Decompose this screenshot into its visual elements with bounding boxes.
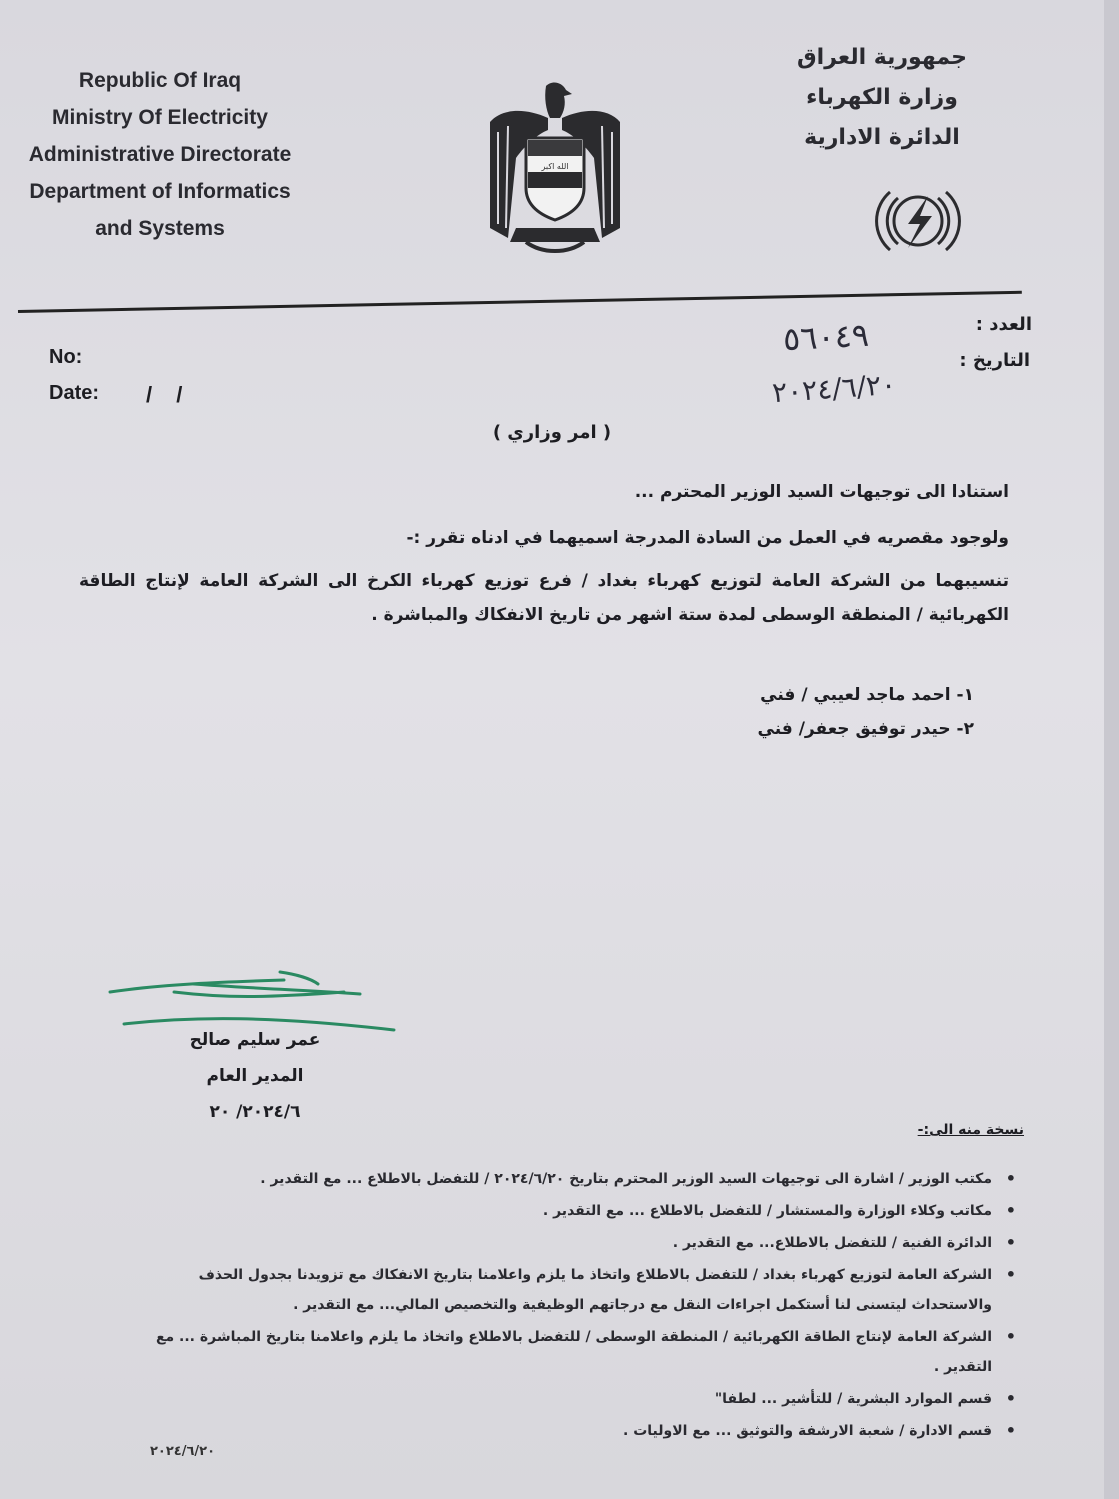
copy-recipient: • مكتب الوزير / اشارة الى توجيهات السيد الوزير المحترم بتاريخ ٢٠٢٤/٦/٢٠ / للتفضل بالاطلاع ... مع التقدير . (136, 1164, 1016, 1194)
signatory-title: المدير العام (206, 1066, 304, 1086)
letterhead-line: Administrative Directorate (28, 143, 292, 166)
copy-recipient: • قسم الادارة / شعبة الارشفة والتوثيق ... مع الاوليات . (136, 1416, 1016, 1446)
body-paragraph: ولوجود مقصريه في العمل من السادة المدرجة اسميهما في ادناه تقرر :- (406, 528, 1009, 548)
handwritten-reference-number: ٥٦٠٤٩ (782, 315, 870, 359)
letterhead-line-ar: جمهورية العراق (797, 45, 967, 70)
copy-recipient: • قسم الموارد البشرية / للتأشير ... لطفا" (136, 1384, 1016, 1414)
date-blank: / / (146, 382, 183, 407)
english-letterhead (0, 62, 320, 247)
page-edge (1104, 0, 1119, 1499)
copy-recipient: • مكاتب وكلاء الوزارة والمستشار / للتفضل بالاطلاع ... مع التقدير . (136, 1196, 1016, 1226)
copies-list (136, 1164, 1016, 1448)
arabic-date-label: التاريخ : (959, 350, 1030, 371)
arabic-letterhead (772, 38, 992, 158)
body-paragraph: تنسيبهما من الشركة العامة لتوزيع كهرباء بغداد / فرع توزيع كهرباء الكرخ الى الشركة العامة لإنتاج الطاقة الكهربائية / المنطقة الوسطى لمدة ستة اشهر من تاريخ الانفكاك والمباشرة . (79, 571, 1009, 625)
letterhead-line: Republic Of Iraq (78, 69, 242, 92)
signatory-date: ٢٠٢٤/٦/ ٢٠ (209, 1102, 301, 1122)
letterhead-line-ar: وزارة الكهرباء (806, 85, 958, 110)
copy-recipient: • الشركة العامة لإنتاج الطاقة الكهربائية / المنطقة الوسطى / للتفضل بالاطلاع واتخاذ ما يلزم واعلامنا بتاريخ المباشرة ... مع التقدير . (136, 1322, 1016, 1382)
copy-recipient: • الشركة العامة لتوزيع كهرباء بغداد / للتفضل بالاطلاع واتخاذ ما يلزم واعلامنا بتاريخ الانفكاك مع تزويدنا بجدول الحذف والاستحداث ليتسنى لنا أستكمل اجراءات النقل مع درجاتهم الوظيفية والتخصيص المالي... مع التقدير . (136, 1260, 1016, 1320)
number-label: No: (49, 346, 83, 368)
signatory-name: عمر سليم صالح (189, 1030, 321, 1050)
name-item: ٢- حيدر توفيق جعفر/ فني (757, 719, 974, 739)
copy-recipient: • الدائرة الفنية / للتفضل بالاطلاع... مع التقدير . (136, 1228, 1016, 1258)
emblem-text: الله اكبر (541, 162, 569, 171)
body-paragraph: استنادا الى توجيهات السيد الوزير المحترم ... (634, 482, 1009, 502)
footer-date: ٢٠٢٤/٦/٢٠ (150, 1444, 216, 1459)
names-list (758, 678, 975, 746)
copies-title: نسخة منه الى:- (917, 1122, 1024, 1138)
date-label: Date: (49, 382, 100, 404)
handwritten-reference-date: ٢٠٢٤/٦/٢٠ (771, 367, 898, 410)
ministry-lightning-logo-icon (868, 178, 968, 264)
order-title: ( امر وزاري ) (492, 422, 612, 443)
letterhead-line-ar: الدائرة الادارية (804, 125, 960, 150)
letterhead-line: Department of Informatics (29, 180, 291, 203)
letterhead-line: and Systems (95, 217, 225, 240)
letterhead-line: Ministry Of Electricity (52, 106, 268, 129)
name-item: ١- احمد ماجد لعيبي / فني (760, 685, 974, 705)
letter-body (79, 476, 1009, 632)
iraq-eagle-emblem-icon (486, 78, 624, 258)
header-divider (18, 291, 1022, 313)
signatory-block (160, 1022, 350, 1130)
arabic-number-label: العدد : (975, 314, 1032, 335)
